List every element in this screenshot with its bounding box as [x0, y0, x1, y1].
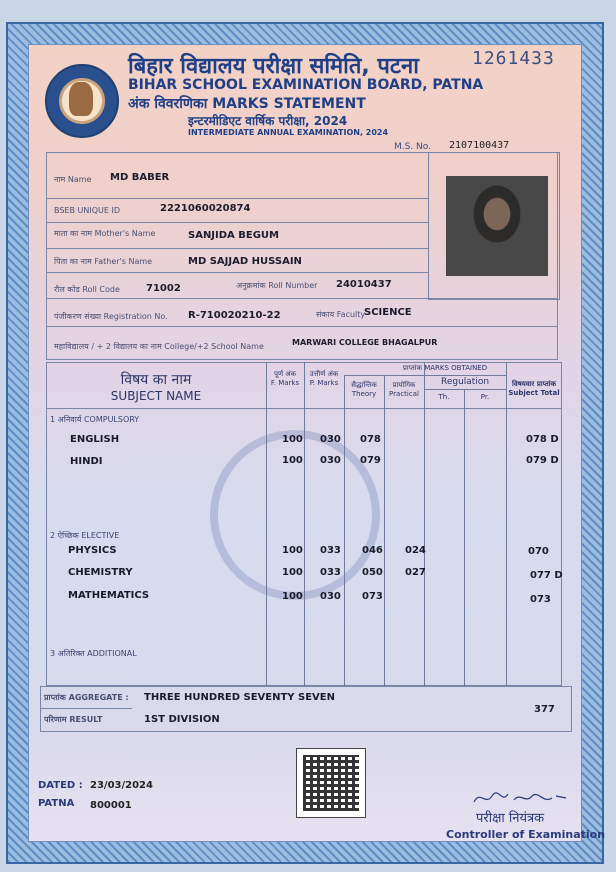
- mother-name-label: माता का नाम Mother's Name: [54, 229, 156, 238]
- full-marks: 100: [282, 567, 303, 578]
- exam-name-hindi: इन्टरमीडिएट वार्षिक परीक्षा, 2024: [188, 114, 348, 128]
- ms-number-value: 2107100437: [449, 140, 510, 151]
- roll-number: 24010437: [336, 279, 392, 290]
- registration-number: R-710020210-22: [188, 310, 281, 321]
- subject-total-english: Subject Total: [508, 389, 560, 397]
- theory-marks: 050: [362, 567, 383, 578]
- pass-marks-header: [304, 370, 344, 388]
- theory-marks: 046: [362, 545, 383, 556]
- theory-hindi: सैद्धान्तिक: [351, 381, 377, 389]
- subject-name: CHEMISTRY: [68, 567, 133, 578]
- subject-total: 079 D: [526, 455, 559, 466]
- controller-title-hindi: परीक्षा नियंत्रक: [476, 811, 545, 826]
- regulation-header: Regulation: [440, 377, 490, 387]
- subject-total: 078 D: [526, 434, 559, 445]
- subject-name: HINDI: [70, 456, 103, 467]
- controller-signature-icon: [470, 786, 570, 810]
- board-name-hindi: बिहार विद्यालय परीक्षा समिति, पटना: [128, 54, 419, 79]
- result-label: परिणाम RESULT: [44, 715, 103, 724]
- aggregate-total: 377: [534, 704, 555, 715]
- ms-number-label: M.S. No.: [394, 142, 432, 152]
- full-marks-header: [266, 370, 304, 388]
- full-marks: 100: [282, 434, 303, 445]
- dated-label: DATED :: [38, 780, 83, 791]
- practical-header: [384, 381, 424, 399]
- place-label: PATNA: [38, 798, 75, 809]
- pass-marks-hindi: उत्तीर्ण अंक: [309, 370, 339, 378]
- uid-value: 2221060020874: [160, 203, 251, 214]
- father-name: MD SAJJAD HUSSAIN: [188, 256, 302, 267]
- student-photo: [446, 176, 548, 276]
- board-name-english: BIHAR SCHOOL EXAMINATION BOARD, PATNA: [128, 77, 484, 93]
- college-name: MARWARI COLLEGE BHAGALPUR: [292, 338, 438, 347]
- practical-marks: 024: [405, 545, 426, 556]
- subject-total-header: [506, 380, 562, 398]
- controller-title-english: Controller of Examination: [446, 828, 606, 841]
- subject-total: 077 D: [530, 570, 563, 581]
- theory-marks: 078: [360, 434, 381, 445]
- subject-total: 070: [528, 546, 549, 557]
- subject-total-hindi: विषयवार प्राप्तांक: [512, 380, 556, 388]
- full-marks-hindi: पूर्ण अंक: [274, 370, 296, 378]
- roll-number-label: अनुक्रमांक Roll Number: [236, 281, 318, 290]
- group-compulsory: 1 अनिवार्य COMPULSORY: [50, 415, 140, 424]
- statement-title-english: MARKS STATEMENT: [212, 96, 366, 112]
- aggregate-label: प्राप्तांक AGGREGATE :: [44, 693, 129, 702]
- group-additional: 3 अतिरिक्त ADDITIONAL: [50, 649, 137, 658]
- full-marks: 100: [282, 455, 303, 466]
- qr-code-icon: [296, 748, 366, 818]
- faculty-label: संकाय Faculty: [316, 310, 366, 319]
- name-label: नाम Name: [54, 175, 92, 184]
- subject-name: MATHEMATICS: [68, 590, 150, 601]
- subject-name-header: SUBJECT NAME: [110, 389, 202, 403]
- subject-total: 073: [530, 594, 551, 605]
- aggregate-words: THREE HUNDRED SEVENTY SEVEN: [144, 692, 335, 703]
- serial-number: 1261433: [472, 48, 555, 69]
- practical-marks: 027: [405, 567, 426, 578]
- exam-name-english: INTERMEDIATE ANNUAL EXAMINATION, 2024: [188, 128, 389, 137]
- student-name: MD BABER: [110, 172, 170, 183]
- subject-name: PHYSICS: [68, 545, 117, 556]
- pass-marks: 030: [320, 591, 341, 602]
- roll-code-label: रौल कोड Roll Code: [54, 285, 120, 294]
- theory-marks: 079: [360, 455, 381, 466]
- pin-code: 800001: [90, 800, 132, 811]
- result-value: 1ST DIVISION: [144, 714, 220, 725]
- marks-obtained-header: प्राप्तांक MARKS OBTAINED: [402, 364, 488, 372]
- father-name-label: पिता का नाम Father's Name: [54, 257, 153, 266]
- pass-marks: 033: [320, 545, 341, 556]
- group-elective: 2 ऐच्छिक ELECTIVE: [50, 531, 120, 540]
- pass-marks: 030: [320, 455, 341, 466]
- roll-code: 71002: [146, 283, 181, 294]
- subject-name-hindi-header: विषय का नाम: [120, 372, 192, 388]
- college-label: महाविद्यालय / + 2 विद्यालय का नाम College/+2 School Name: [54, 342, 264, 351]
- theory-header: [344, 381, 384, 399]
- mother-name: SANJIDA BEGUM: [188, 230, 280, 241]
- full-marks-english: F. Marks: [270, 379, 300, 387]
- pass-marks-english: P. Marks: [309, 379, 339, 387]
- board-emblem-icon: [45, 64, 119, 138]
- dated-value: 23/03/2024: [90, 780, 153, 791]
- theory-english: Theory: [351, 390, 377, 398]
- regulation-pr-header: Pr.: [480, 393, 490, 401]
- regulation-th-header: Th.: [438, 393, 450, 401]
- statement-title: [128, 94, 366, 113]
- pass-marks: 033: [320, 567, 341, 578]
- theory-marks: 073: [362, 591, 383, 602]
- full-marks: 100: [282, 591, 303, 602]
- uid-label: BSEB UNIQUE ID: [54, 206, 120, 215]
- practical-english: Practical: [389, 390, 419, 398]
- faculty-value: SCIENCE: [364, 307, 412, 318]
- subject-name: ENGLISH: [70, 434, 120, 445]
- statement-title-hindi: अंक विवरणिका: [128, 96, 208, 112]
- practical-hindi: प्रायोगिक: [392, 381, 416, 389]
- full-marks: 100: [282, 545, 303, 556]
- pass-marks: 030: [320, 434, 341, 445]
- registration-label: पंजीकरण संख्या Registration No.: [54, 312, 168, 321]
